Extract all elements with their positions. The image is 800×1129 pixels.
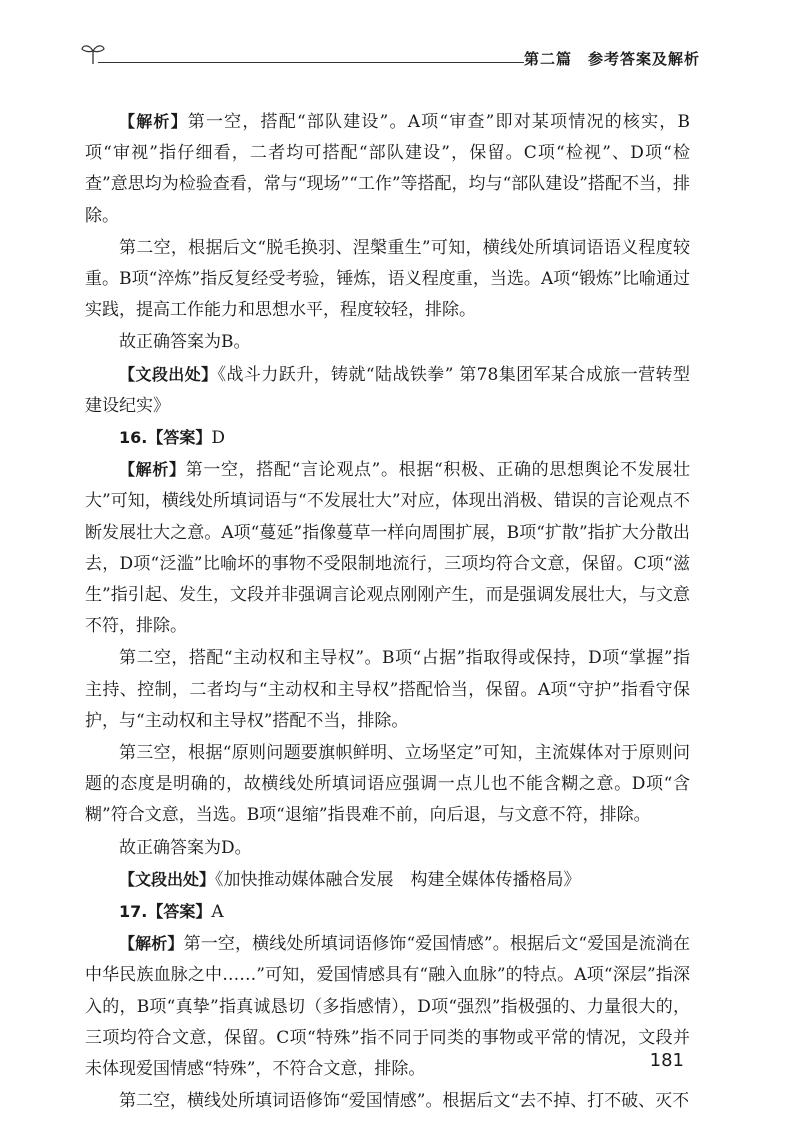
paragraph-tag: 【文段出处】: [119, 869, 216, 889]
answer-line: [85, 422, 690, 454]
header-rule: [98, 62, 524, 63]
paragraph-text: 故正确答案为D。: [119, 837, 252, 858]
paragraph-text: D: [211, 428, 225, 449]
page-header: [80, 38, 700, 74]
paragraph: [85, 359, 690, 422]
paragraph-text: 故正确答案为B。: [119, 332, 251, 353]
paragraph: [85, 642, 690, 737]
paragraph: [85, 454, 690, 642]
paragraph-text: 《战斗力跃升，铸就“陆战铁拳” 第78集团军某合成旅一营转型建设纪实》: [85, 364, 690, 416]
paragraph-text: 第一空，搭配“言论观点”。根据“积极、正确的思想舆论不发展壮大”可知，横线处所填词语与“不发展壮大”对应，体现出消极、错误的言论观点不断发展壮大之意。A项“蔓延”指像蔓草一样向周围扩展，B项“扩散”指扩大分散出去，D项“泛滥”比喻坏的事物不受限制地流行，三项均符合文意，保留。C项“滋生”指引起、发生，文段并非强调言论观点刚刚产生，而是强调发展壮大，与文意不符，排除。: [85, 460, 690, 637]
answer-line: [85, 896, 690, 928]
page-body: [85, 106, 690, 1118]
paragraph-tag: 【文段出处】: [119, 364, 218, 384]
paragraph-text: 第一空，横线处所填词语修饰“爱国情感”。根据后文“爱国是流淌在中华民族血脉之中……”可知，爱国情感具有“融入血脉”的特点。A项“深层”指深入的，B项“真挚”指真诚恳切（多指感情），D项“强烈”指极强的、力量很大的，三项均符合文意，保留。C项“特殊”指不同于同类的事物或平常的情况，文段并未体现爱国情感“特殊”，不符合文意，排除。: [85, 934, 690, 1080]
page-number: 181: [649, 1050, 684, 1071]
paragraph: [85, 737, 690, 832]
header-title: 第二篇 参考答案及解析: [523, 50, 700, 68]
paragraph-text: 第一空，搭配“部队建设”。A项“审查”即对某项情况的核实，B项“审视”指仔细看，二者均可搭配“部队建设”，保留。C项“检视”、D项“检查”意思均为检验查看，常与“现场”“工作”等搭配，均与“部队建设”搭配不当，排除。: [85, 112, 690, 226]
paragraph: [85, 326, 690, 358]
paragraph: [85, 232, 690, 327]
paragraph-text: 第二空，根据后文“脱毛换羽、涅槃重生”可知，横线处所填词语语义程度较重。B项“淬炼”指反复经受考验，锤炼，语义程度重，当选。A项“锻炼”比喻通过实践，提高工作能力和思想水平，程度较轻，排除。: [85, 237, 690, 321]
paragraph: [85, 928, 690, 1085]
paragraph: [85, 832, 690, 864]
paragraph: [85, 106, 690, 232]
paragraph-text: 《加快推动媒体融合发展 构建全媒体传播格局》: [215, 869, 581, 890]
paragraph-text: 第二空，横线处所填词语修饰“爱国情感”。根据后文“去不掉、打不破、灭不: [119, 1091, 690, 1112]
paragraph: [85, 864, 690, 896]
paragraph-text: 第三空，根据“原则问题要旗帜鲜明、立场坚定”可知，主流媒体对于原则问题的态度是明确的，故横线处所填词语应强调一点儿也不能含糊之意。D项“含糊”符合文意，当选。B项“退缩”指畏难不前，向后退，与文意不符，排除。: [85, 743, 690, 826]
paragraph-text: A: [211, 902, 224, 923]
paragraph-tag: 【解析】: [119, 460, 186, 480]
paragraph-tag: 【解析】: [119, 112, 188, 131]
paragraph-tag: 16.【答案】: [119, 428, 212, 448]
paragraph-text: 第二空，搭配“主动权和主导权”。B项“占据”指取得或保持，D项“掌握”指主持、控制，二者均与“主动权和主导权”搭配恰当，保留。A项“守护”指看守保护，与“主动权和主导权”搭配不当，排除。: [85, 648, 690, 731]
paragraph-tag: 【解析】: [119, 934, 184, 954]
paragraph-tag: 17.【答案】: [119, 902, 212, 922]
paragraph: [85, 1085, 690, 1117]
